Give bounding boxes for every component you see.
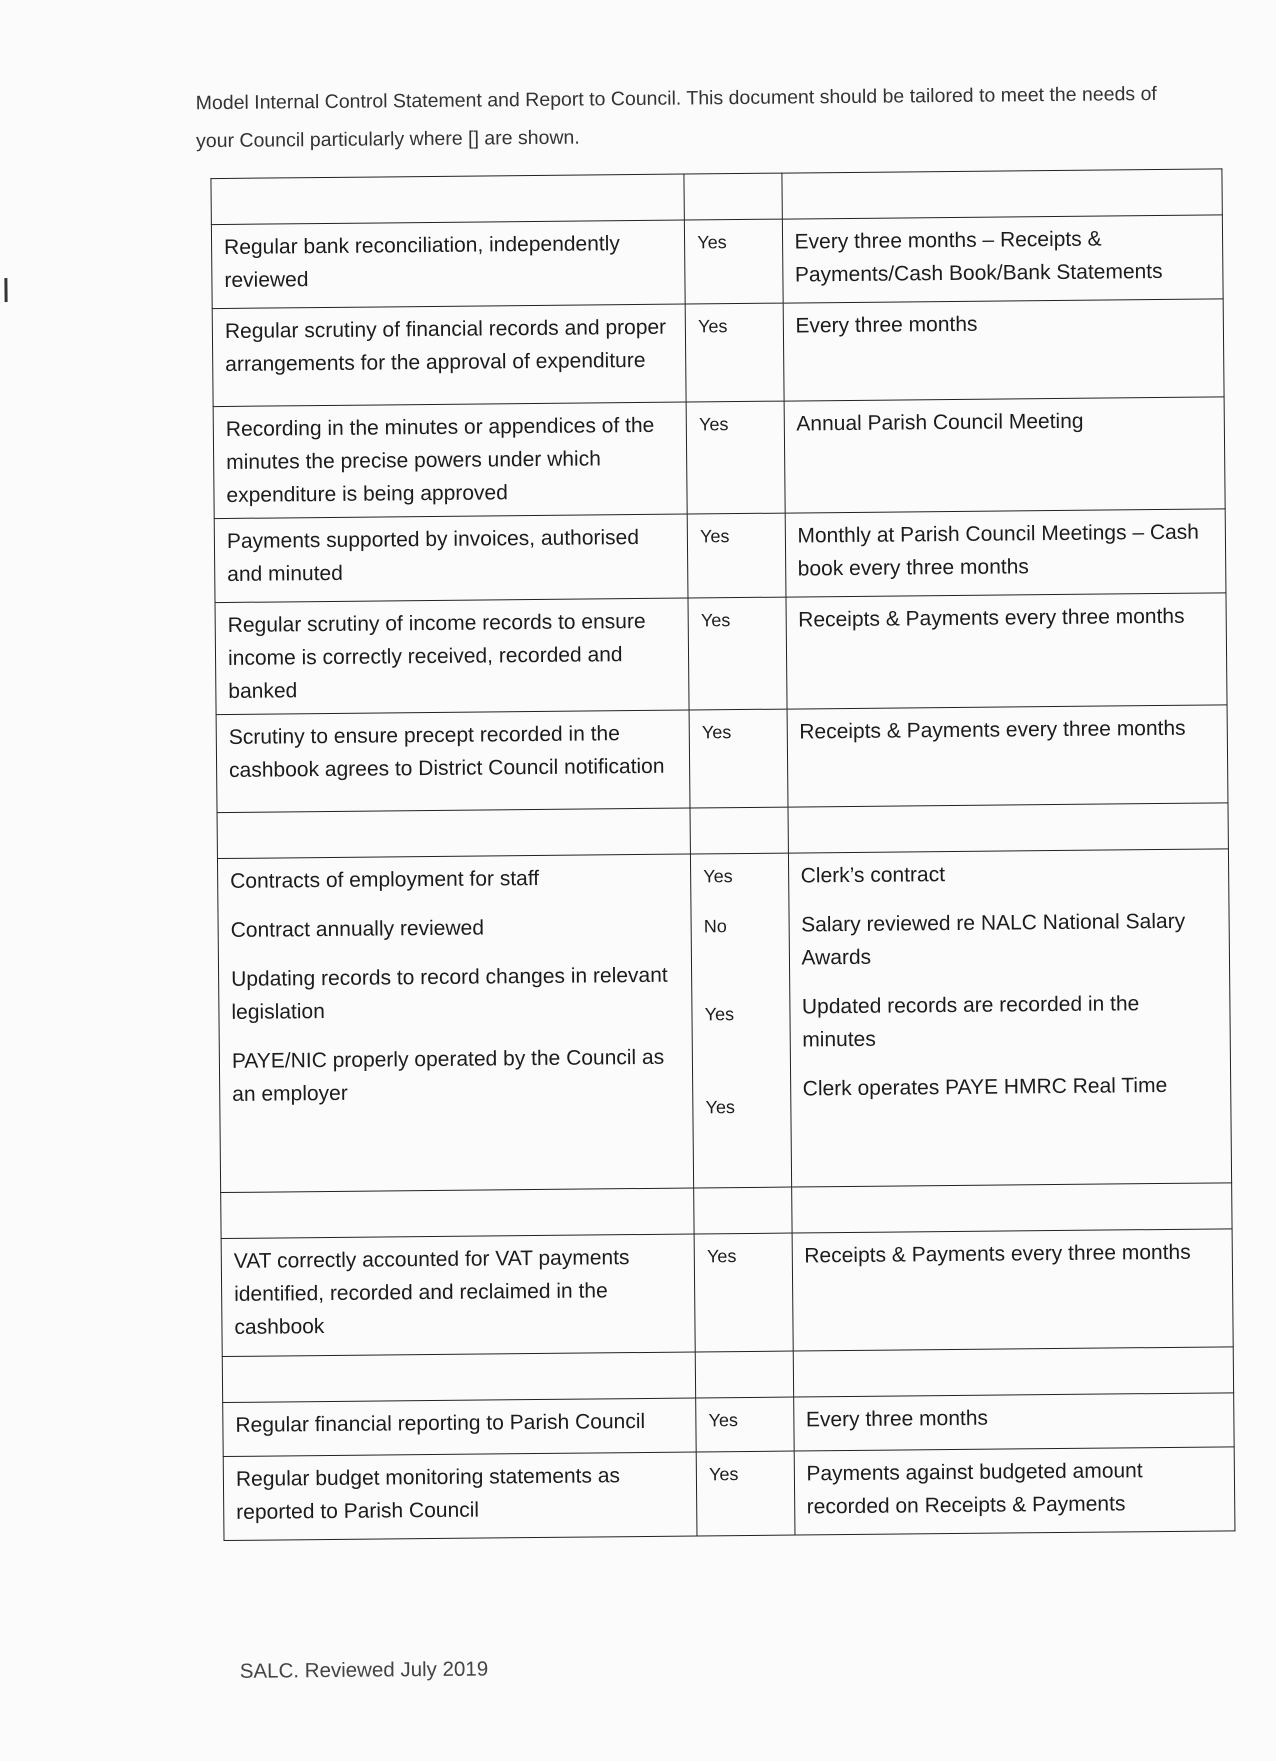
check-item: Contracts of employment for staff [230, 866, 540, 893]
table-cell [793, 1347, 1234, 1397]
answer-cell: Yes [686, 401, 784, 514]
answer-item: Yes [703, 866, 733, 887]
answer-cell: Yes [689, 709, 787, 808]
answer-cell: Yes [694, 1233, 792, 1352]
comment-cell: Payments against budgeted amount recorded on Receipts & Payments [794, 1447, 1235, 1535]
table-row [212, 299, 1224, 407]
answer-item: Yes [705, 1097, 736, 1118]
answer-cell: Yes [687, 513, 785, 598]
comment-item: Clerk operates PAYE HMRC Real Time [802, 1073, 1168, 1101]
table-row [216, 705, 1228, 813]
table-row-group [217, 849, 1231, 1193]
comment-cell: Every three months – Receipts & Payments/Cash Book/Bank Statements [782, 215, 1223, 303]
comment-cell: Annual Parish Council Meeting [784, 397, 1226, 513]
check-item: Contract annually reviewed [230, 916, 485, 942]
comment-cell: Monthly at Parish Council Meetings – Cash book every three months [785, 509, 1226, 597]
check-cell: Scrutiny to ensure precept recorded in the cashbook agrees to District Council notification [216, 710, 690, 813]
table-row [223, 1393, 1234, 1457]
table-row [223, 1447, 1235, 1541]
check-cell: Regular scrutiny of financial records and proper arrangements for the approval of expenditure [212, 304, 686, 407]
answer-cell: Yes [696, 1397, 794, 1452]
table-cell [690, 807, 788, 854]
comment-item: Salary reviewed re NALC National Salary Awards [801, 909, 1186, 970]
answer-item: No [703, 916, 727, 937]
comment-cell-group [788, 849, 1232, 1187]
intro-text: Model Internal Control Statement and Report to Council. This document should be tailored to meet the needs of your Council particularly where [] are shown. [195, 83, 1157, 153]
scan-mark [4, 278, 7, 302]
table-cell [788, 803, 1229, 853]
check-cell: Payments supported by invoices, authorised and minuted [214, 514, 688, 603]
table-cell [222, 1352, 696, 1403]
table-cell [221, 1188, 695, 1239]
answer-item: Yes [704, 1004, 735, 1025]
table-cell [695, 1351, 793, 1398]
check-cell-group [217, 854, 693, 1193]
comment-item: Updated records are recorded in the minutes [801, 992, 1140, 1052]
answer-cell: Yes [688, 597, 786, 710]
table-row [211, 215, 1223, 309]
answer-cell-group [691, 853, 791, 1188]
internal-control-table [210, 168, 1235, 1541]
table-cell [791, 1183, 1232, 1233]
comment-cell: Receipts & Payments every three months [785, 593, 1227, 709]
check-cell: Regular budget monitoring statements as reported to Parish Council [223, 1452, 697, 1541]
table-row [215, 593, 1227, 715]
table-cell [217, 808, 691, 859]
answer-cell: Yes [696, 1451, 794, 1536]
table-row [214, 509, 1226, 603]
comment-cell: Receipts & Payments every three months [792, 1229, 1234, 1351]
table-row [221, 1229, 1233, 1357]
table-row [213, 397, 1225, 519]
comment-cell: Receipts & Payments every three months [787, 705, 1228, 807]
answer-cell: Yes [685, 303, 783, 402]
check-item: PAYE/NIC properly operated by the Council as an employer [231, 1045, 665, 1106]
table-cell [694, 1187, 792, 1234]
comment-cell: Every three months [783, 299, 1224, 401]
check-cell: Regular bank reconciliation, independently reviewed [211, 220, 685, 309]
footer-text: SALC. Reviewed July 2019 [239, 1657, 489, 1683]
table-cell [684, 173, 782, 220]
check-item: Updating records to record changes in relevant legislation [231, 963, 668, 1024]
table-cell [211, 174, 685, 225]
check-cell: Regular scrutiny of income records to ensure income is correctly received, recorded and banked [215, 598, 689, 715]
table-cell [781, 169, 1222, 219]
comment-cell: Every three months [793, 1393, 1234, 1451]
check-cell: Regular financial reporting to Parish Council [223, 1398, 697, 1457]
check-cell: Recording in the minutes or appendices of the minutes the precise powers under which expenditure is being approved [213, 402, 687, 519]
answer-cell: Yes [685, 219, 783, 304]
check-cell: VAT correctly accounted for VAT payments identified, recorded and reclaimed in the cashbook [221, 1234, 695, 1357]
comment-item: Clerk’s contract [800, 863, 946, 888]
